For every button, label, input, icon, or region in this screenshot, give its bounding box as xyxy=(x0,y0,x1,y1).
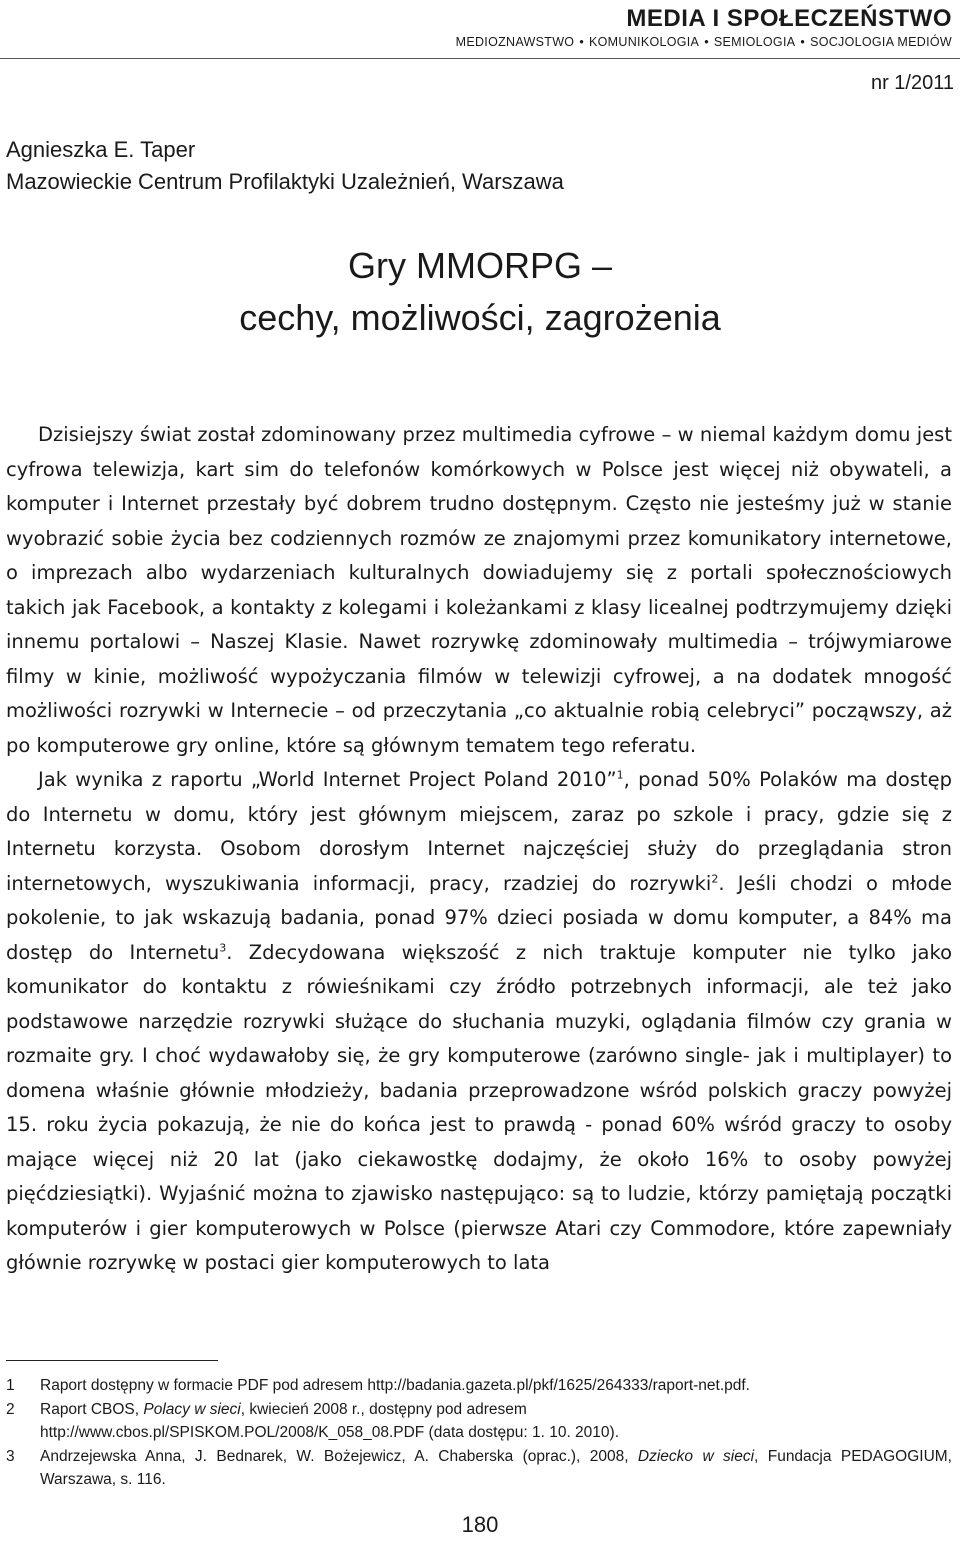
text-span: . Zdecydowana większość z nich traktuje komputer nie tylko jako komunikator do kontaktu z rówieśnikami czy źródło potrzebnych informacji, ale też jako podstawowe narzędzie rozrywki służące do słuchania muzyki, oglądania filmów czy grania w rozmaite gry. I choć wydawałoby się, że gry komputerowe (zarówno single- jak i multiplayer) to domena właśnie głównie młodzieży, badania przeprowadzone wśród polskich graczy powyżej 15. roku życia pokazują, że nie do końca jest to prawdą - ponad 60% wśród graczy to osoby mające więcej niż 20 lat (jako ciekawostkę dodajmy, że około 16% to osoby powyżej pięćdziesiątki). Wyjaśnić można to zjawisko następująco: są to ludzie, którzy pamiętają początki komputerów i gier komputerowych w Polsce (pierwsze Atari czy Commodore, które zapewniały głównie rozrywkę w postaci gier komputerowych to lata xyxy=(6,940,952,1274)
text-span: Andrzejewska Anna, J. Bednarek, W. Bożejewicz, A. Chaberska (oprac.), 2008, xyxy=(40,1447,638,1465)
paragraph: Dzisiejszy świat został zdominowany przez multimedia cyfrowe – w niemal każdym domu jest cyfrowa telewizja, kart sim do telefonów komórkowych w Polsce jest więcej niż obywateli, a komputer i Internet przestały być dobrem trudno dostępnym. Często nie jesteśmy już w stanie wyobrazić sobie życia bez codziennych rozmów ze znajomymi przez komunikatory internetowe, o imprezach albo wydarzeniach kulturalnych dowiadujemy się z portali społecznościowych takich jak Facebook, a kontakty z kolegami i koleżankami z klasy licealnej podtrzymujemy dzięki innemu portalowi – Naszej Klasie. Nawet rozrywkę zdominowały multimedia – trójwymiarowe filmy w kinie, możliwość wypożyczania filmów w telewizji cyfrowej, a na dodatek mnogość możliwości rozrywki w Internecie – od przeczytania „co aktualnie robią celebryci” począwszy, aż po komputerowe gry online, które są głównym tematem tego referatu. xyxy=(6,423,952,757)
subtitle-item: MEDIOZNAWSTWO xyxy=(455,35,575,49)
bullet-icon: • xyxy=(704,35,709,49)
footnote xyxy=(6,1445,952,1492)
article-body xyxy=(6,418,952,1281)
footnote xyxy=(6,1374,952,1398)
text-span: Jak wynika z raportu „World Internet Project Poland 2010” xyxy=(38,768,617,791)
italic-title: Polacy w sieci xyxy=(143,1400,241,1418)
italic-title: Dziecko w sieci xyxy=(637,1447,755,1465)
footnote-number: 2 xyxy=(6,1400,15,1418)
footnote-text: Raport dostępny w formacie PDF pod adresem http://badania.gazeta.pl/pkf/1625/264333/raport-net.pdf. xyxy=(40,1377,750,1394)
paragraph xyxy=(6,763,952,1281)
journal-subtitle xyxy=(456,34,952,50)
page-number: 180 xyxy=(461,1512,499,1537)
footnote-ref[interactable]: 2 xyxy=(711,872,719,885)
header-rule xyxy=(0,58,960,59)
author-affiliation: Mazowieckie Centrum Profilaktyki Uzależnień, Warszawa xyxy=(6,169,564,194)
subtitle-item: KOMUNIKOLOGIA xyxy=(589,35,700,49)
journal-title: MEDIA I SPOŁECZEŃSTWO xyxy=(626,5,952,32)
author-name: Agnieszka E. Taper xyxy=(6,137,196,162)
footnote xyxy=(6,1398,952,1445)
footnote-link[interactable]: http://www.cbos.pl/SPISKOM.POL/2008/K_058_08.PDF (data dostępu: 1. 10. 2010). xyxy=(40,1424,620,1441)
article-title xyxy=(0,240,960,344)
text-span: , Fundacja PEDAGOGIUM, Warszawa, s. 116. xyxy=(40,1447,952,1488)
footnote-ref[interactable]: 3 xyxy=(219,941,227,954)
article-title-line1: Gry MMORPG – xyxy=(347,245,612,286)
footnote-rule xyxy=(6,1360,218,1361)
journal-header xyxy=(456,4,952,50)
text-span: , kwiecień 2008 r., dostępny pod adresem xyxy=(240,1400,527,1418)
footnote-ref[interactable]: 1 xyxy=(616,768,624,782)
text-span: . Jeśli chodzi o młode pokolenie, to jak wskazują badania, ponad 97% dzieci posiada w domu komputer, a 84% ma dostęp do Internetu xyxy=(6,871,952,964)
subtitle-item: SEMIOLOGIA xyxy=(713,35,796,49)
footnote-number: 3 xyxy=(6,1447,15,1465)
text-span: , ponad 50% Polaków ma dostęp do Internetu w domu, który jest głównym miejscem, zaraz po szkole i pracy, gdzie się z Internetu korzysta. Osobom dorosłym Internet najczęściej służy do przeglądania stron internetowych, wyszukiwania informacji, pracy, rzadziej do rozrywki xyxy=(6,768,952,895)
text-span: Raport CBOS, xyxy=(40,1400,144,1418)
article-title-line2: cechy, możliwości, zagrożenia xyxy=(239,297,721,338)
subtitle-item: SOCJOLOGIA MEDIÓW xyxy=(810,35,952,49)
footnotes xyxy=(6,1374,952,1492)
bullet-icon: • xyxy=(579,35,585,49)
issue-number: nr 1/2011 xyxy=(870,72,954,94)
bullet-icon: • xyxy=(800,35,806,49)
footnote-number: 1 xyxy=(6,1377,15,1394)
author-block xyxy=(6,134,564,198)
footnote-text xyxy=(40,1445,952,1492)
footnote-text xyxy=(40,1398,952,1445)
